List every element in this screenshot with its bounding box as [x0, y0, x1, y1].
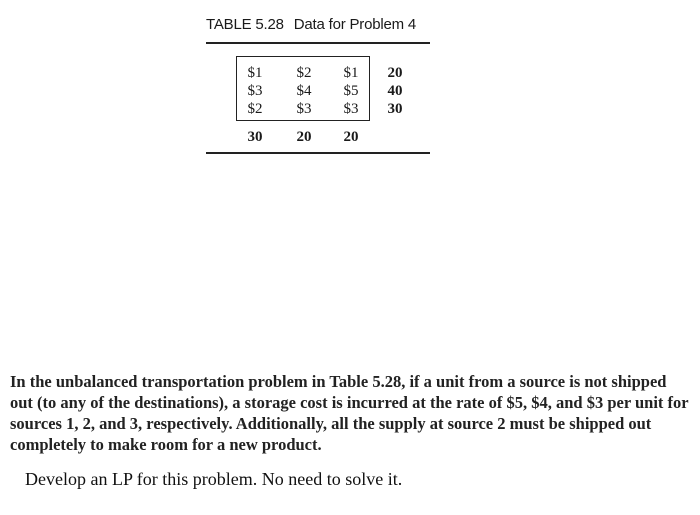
cost-cell: $3 [343, 101, 359, 117]
table-title: Data for Problem 4 [293, 16, 417, 33]
demand-value: 30 [247, 129, 263, 145]
supply-value: 30 [387, 101, 403, 117]
supply-value: 40 [387, 83, 403, 99]
demand-value: 20 [343, 129, 359, 145]
instruction-text: Develop an LP for this problem. No need to solve it. [25, 469, 403, 489]
table-caption [206, 16, 416, 33]
problem-statement: In the unbalanced transportation problem in Table 5.28, if a unit from a source is not shipped out (to any of the destinations), a storage cost is incurred at the rate of $5, $4, and $3 per unit for sources 1, 2, and 3, respectively. Additionally, all the supply at source 2 must be shipped out completely to make room for a new product. [10, 372, 689, 454]
cost-cell: $2 [247, 101, 263, 117]
cost-cell: $5 [343, 83, 359, 99]
cost-cell: $4 [296, 83, 312, 99]
demand-value: 20 [296, 129, 312, 145]
cost-cell: $3 [296, 101, 312, 117]
table-bottom-rule [206, 152, 430, 154]
cost-cell: $3 [247, 83, 263, 99]
table-label: TABLE 5.28 [206, 16, 284, 33]
supply-value: 20 [387, 65, 403, 81]
cost-cell: $2 [296, 65, 312, 81]
table-top-rule [206, 42, 430, 44]
cost-cell: $1 [343, 65, 359, 81]
cost-cell: $1 [247, 65, 263, 81]
